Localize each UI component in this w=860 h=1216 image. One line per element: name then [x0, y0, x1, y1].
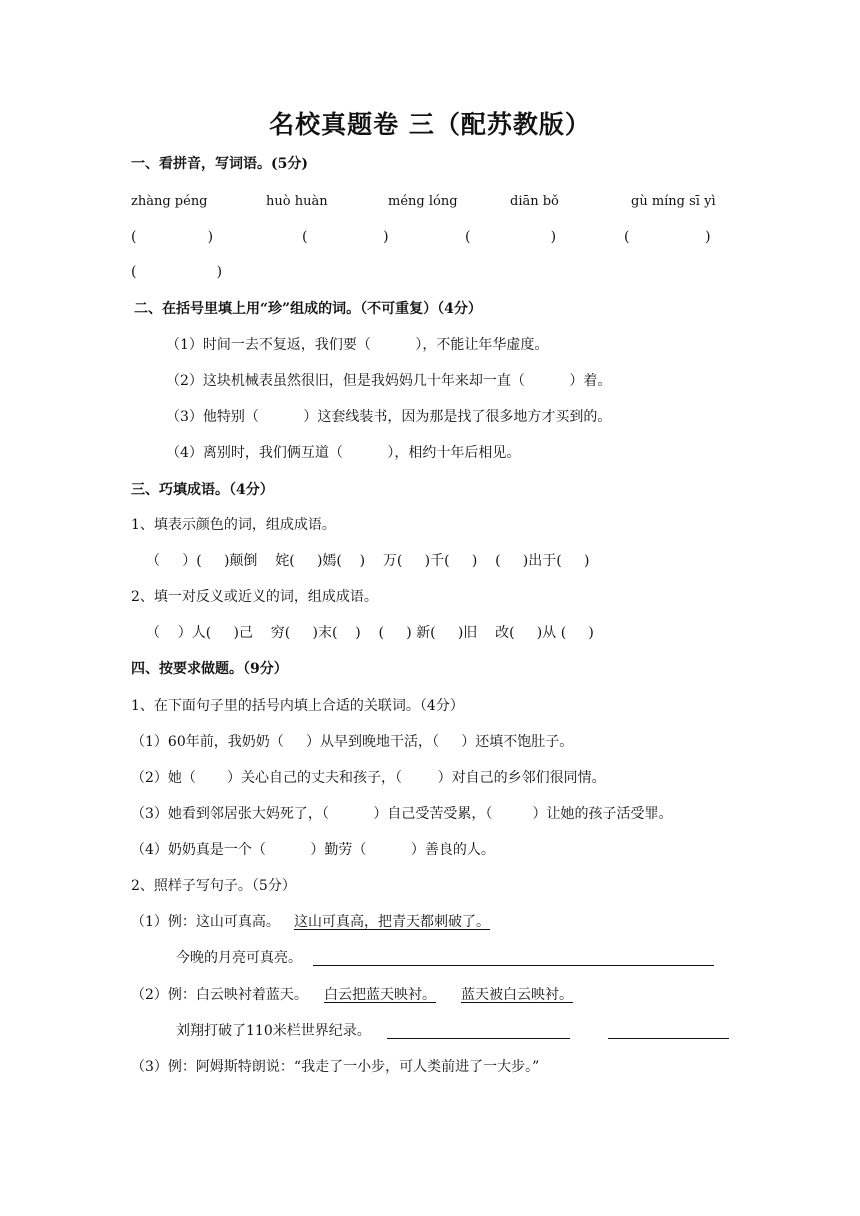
s4-q1-item-2: （2）她（ ）关心自己的丈夫和孩子，（ ）对自己的乡邻们很同情。	[131, 770, 606, 786]
pinyin-4: diān bǒ	[510, 194, 559, 209]
answer-box-1[interactable]: ( )	[131, 229, 214, 245]
answer-line-2[interactable]	[387, 1038, 570, 1039]
pinyin-5: gù míng sī yì	[631, 194, 716, 209]
s4-q1: 1、在下面句子里的括号内填上合适的关联词。（4分）	[131, 698, 464, 714]
example-3-label: （3）例：阿姆斯特朗说：“我走了一小步，可人类前进了一大步。”	[131, 1059, 540, 1075]
s4-q1-item-1: （1）60年前，我奶奶（ ）从早到晚地干活，（ ）还填不饱肚子。	[131, 734, 574, 750]
s4-q1-item-3: （3）她看到邻居张大妈死了，（ ）自己受苦受累，（ ）让她的孩子活受罪。	[131, 806, 673, 822]
section-2-heading: 二、在括号里填上用“珍”组成的词。（不可重复）（4分）	[134, 301, 482, 317]
answer-box-4[interactable]: ( )	[624, 229, 711, 245]
pinyin-3: méng lóng	[388, 194, 458, 209]
section-4-heading: 四、按要求做题。（9分）	[131, 661, 288, 677]
example-2-task: 刘翔打破了110米栏世界纪录。	[176, 1023, 371, 1039]
s2-item-1: （1）时间一去不复返，我们要（ ），不能让年华虚度。	[166, 337, 549, 353]
s3-q2-idioms: （ ）人( )己 穷( )末( ) ( ) 新( )旧 改( )从 ( )	[146, 625, 594, 641]
s3-q2: 2、填一对反义或近义的词，组成成语。	[131, 589, 378, 605]
pinyin-2: huò huàn	[266, 194, 328, 209]
answer-line-3[interactable]	[608, 1038, 729, 1039]
page-title: 名校真题卷 三（配苏教版）	[269, 110, 591, 139]
example-2-label: （2）例：白云映衬着蓝天。	[131, 987, 308, 1003]
s3-q1-idioms: （ ）( )颠倒 姹( )嫣( ) 万( )千( ) ( )出于( )	[146, 553, 590, 569]
example-2-answer-2: 蓝天被白云映衬。	[461, 987, 573, 1003]
answer-box-5[interactable]: ( )	[131, 264, 223, 280]
example-1-label: （1）例：这山可真高。	[131, 914, 280, 930]
pinyin-1: zhàng péng	[131, 194, 208, 209]
s4-q2: 2、照样子写句子。（5分）	[131, 878, 296, 894]
example-1-answer: 这山可真高，把青天都刺破了。	[294, 914, 490, 930]
example-2-answer-1: 白云把蓝天映衬。	[324, 987, 436, 1003]
section-1-heading: 一、看拼音，写词语。(5分)	[131, 156, 308, 172]
s3-q1: 1、填表示颜色的词，组成成语。	[131, 517, 336, 533]
answer-box-3[interactable]: ( )	[465, 229, 557, 245]
example-1-task: 今晚的月亮可真亮。	[176, 950, 302, 966]
s2-item-2: （2）这块机械表虽然很旧，但是我妈妈几十年来却一直（ ）着。	[166, 373, 612, 389]
answer-box-2[interactable]: ( )	[302, 229, 389, 245]
s2-item-4: （4）离别时，我们俩互道（ ），相约十年后相见。	[166, 445, 521, 461]
answer-line-1[interactable]	[313, 965, 714, 966]
s2-item-3: （3）他特别（ ）这套线装书，因为那是找了很多地方才买到的。	[166, 409, 612, 425]
section-3-heading: 三、巧填成语。（4分）	[131, 482, 274, 498]
s4-q1-item-4: （4）奶奶真是一个（ ）勤劳（ ）善良的人。	[131, 842, 495, 858]
